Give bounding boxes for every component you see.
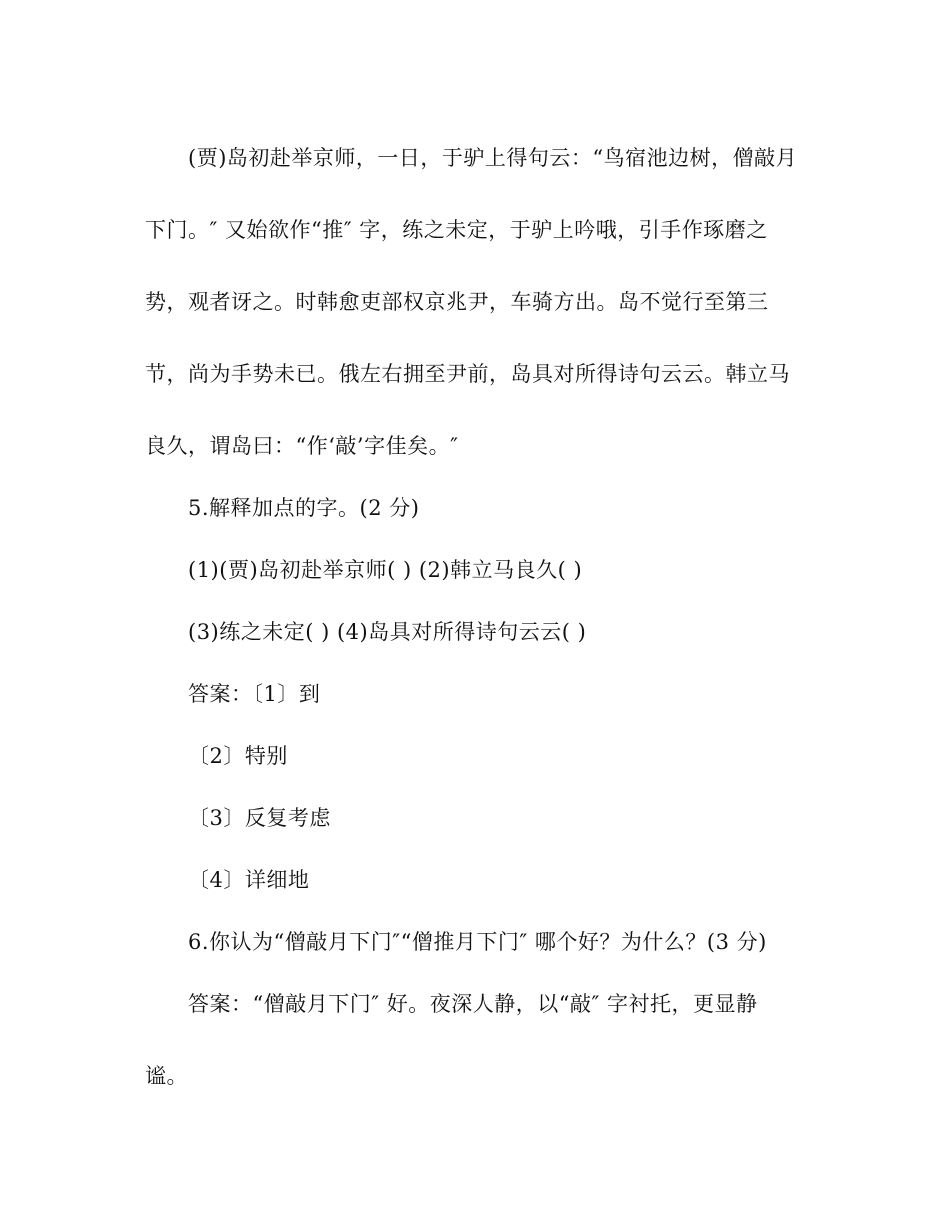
question-5-items-2: (3)练之未定( ) (4)岛具对所得诗句云云( ) bbox=[188, 620, 587, 644]
question-5-answer-4: 〔4〕详细地 bbox=[188, 868, 310, 892]
passage-line-1: (贾)岛初赴举京师，一日，于驴上得句云：“鸟宿池边树，僧敲月 bbox=[188, 146, 798, 170]
question-5-answer-2: 〔2〕特别 bbox=[188, 744, 288, 768]
passage-line-2: 下门。″ 又始欲作“推″ 字，练之未定，于驴上吟哦，引手作琢磨之 bbox=[145, 218, 768, 242]
question-6-answer-line-2: 谧。 bbox=[145, 1064, 188, 1088]
passage-line-5: 良久，谓岛曰：“作‘敲’字佳矣。″ bbox=[145, 434, 459, 458]
question-6-answer-line-1: 答案：“僧敲月下门″ 好。夜深人静，以“敲″ 字衬托，更显静 bbox=[188, 992, 758, 1016]
question-5-answer-3: 〔3〕反复考虑 bbox=[188, 806, 331, 830]
passage-line-4: 节，尚为手势未已。俄左右拥至尹前，岛具对所得诗句云云。韩立马 bbox=[145, 362, 790, 386]
passage-line-3: 势，观者讶之。时韩愈吏部权京兆尹，车骑方出。岛不觉行至第三 bbox=[145, 290, 769, 314]
question-5-answer-1: 答案：〔1〕到 bbox=[188, 682, 321, 706]
question-6-prompt: 6.你认为“僧敲月下门″“僧推月下门″ 哪个好？为什么？(3 分) bbox=[188, 930, 767, 954]
question-5-prompt: 5.解释加点的字。(2 分) bbox=[188, 496, 420, 520]
question-5-items-1: (1)(贾)岛初赴举京师( ) (2)韩立马良久( ) bbox=[188, 558, 583, 582]
